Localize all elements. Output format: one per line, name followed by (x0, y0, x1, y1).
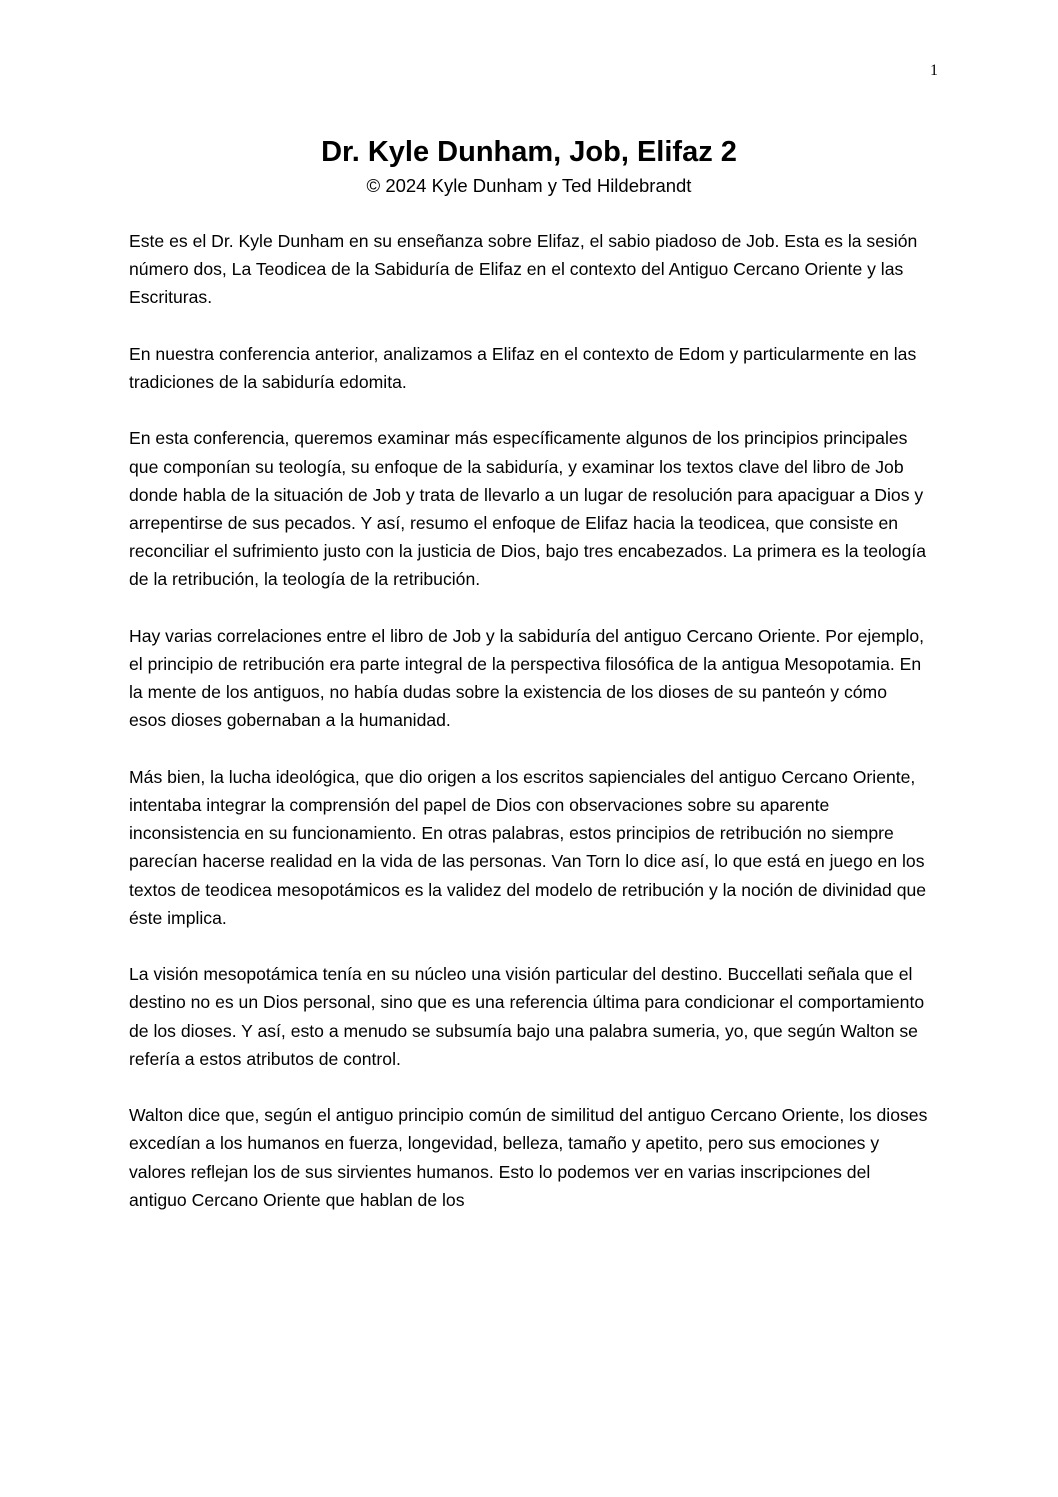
page-number: 1 (930, 62, 938, 79)
copyright-line: © 2024 Kyle Dunham y Ted Hildebrandt (366, 175, 692, 196)
document-header (0, 132, 1058, 200)
paragraph: En nuestra conferencia anterior, analizamos a Elifaz en el contexto de Edom y particularmente en las tradiciones de la sabiduría edomita. (129, 343, 917, 392)
paragraph: Hay varias correlaciones entre el libro de Job y la sabiduría del antiguo Cercano Oriente. Por ejemplo, el principio de retribución era parte integral de la perspectiva filosófica de la antigua Mesopotamia. En la mente de los antiguos, no había dudas sobre la existencia de los dioses de su panteón y cómo esos dioses gobernaban a la humanidad. (129, 625, 925, 731)
document-title: Dr. Kyle Dunham, Job, Elifaz 2 (321, 136, 737, 168)
paragraph: En esta conferencia, queremos examinar más específicamente algunos de los principios principales que componían su teología, su enfoque de la sabiduría, y examinar los textos clave del libro de Job donde habla de la situación de Job y trata de llevarlo a un lugar de resolución para apaciguar a Dios y arrepentirse de sus pecados. Y así, resumo el enfoque de Elifaz hacia la teodicea, que consiste en reconciliar el sufrimiento justo con la justicia de Dios, bajo tres encabezados. La primera es la teología de la retribución, la teología de la retribución. (129, 428, 927, 590)
paragraph: Este es el Dr. Kyle Dunham en su enseñanza sobre Elifaz, el sabio piadoso de Job. Esta es la sesión número dos, La Teodicea de la Sabiduría de Elifaz en el contexto del Antiguo Cercano Oriente y las Escrituras. (129, 231, 918, 308)
paragraph: Walton dice que, según el antiguo principio común de similitud del antiguo Cercano Oriente, los dioses excedían a los humanos en fuerza, longevidad, belleza, tamaño y apetito, pero sus emociones y valores reflejan los de sus sirvientes humanos. Esto lo podemos ver en varias inscripciones del antiguo Cercano Oriente que hablan de los (129, 1105, 928, 1210)
document-body (129, 227, 929, 1242)
paragraph: Más bien, la lucha ideológica, que dio origen a los escritos sapienciales del antiguo Cercano Oriente, intentaba integrar la comprensión del papel de Dios con observaciones sobre su aparente inconsistencia en su funcionamiento. En otras palabras, estos principios de retribución no siempre parecían hacerse realidad en la vida de las personas. Van Torn lo dice así, lo que está en juego en los textos de teodicea mesopotámicos es la validez del modelo de retribución y la noción de divinidad que éste implica. (129, 766, 927, 928)
paragraph: La visión mesopotámica tenía en su núcleo una visión particular del destino. Buccellati señala que el destino no es un Dios personal, sino que es una referencia última para condicionar el comportamiento de los dioses. Y así, esto a menudo se subsumía bajo una palabra sumeria, yo, que según Walton se refería a estos atributos de control. (129, 964, 925, 1069)
